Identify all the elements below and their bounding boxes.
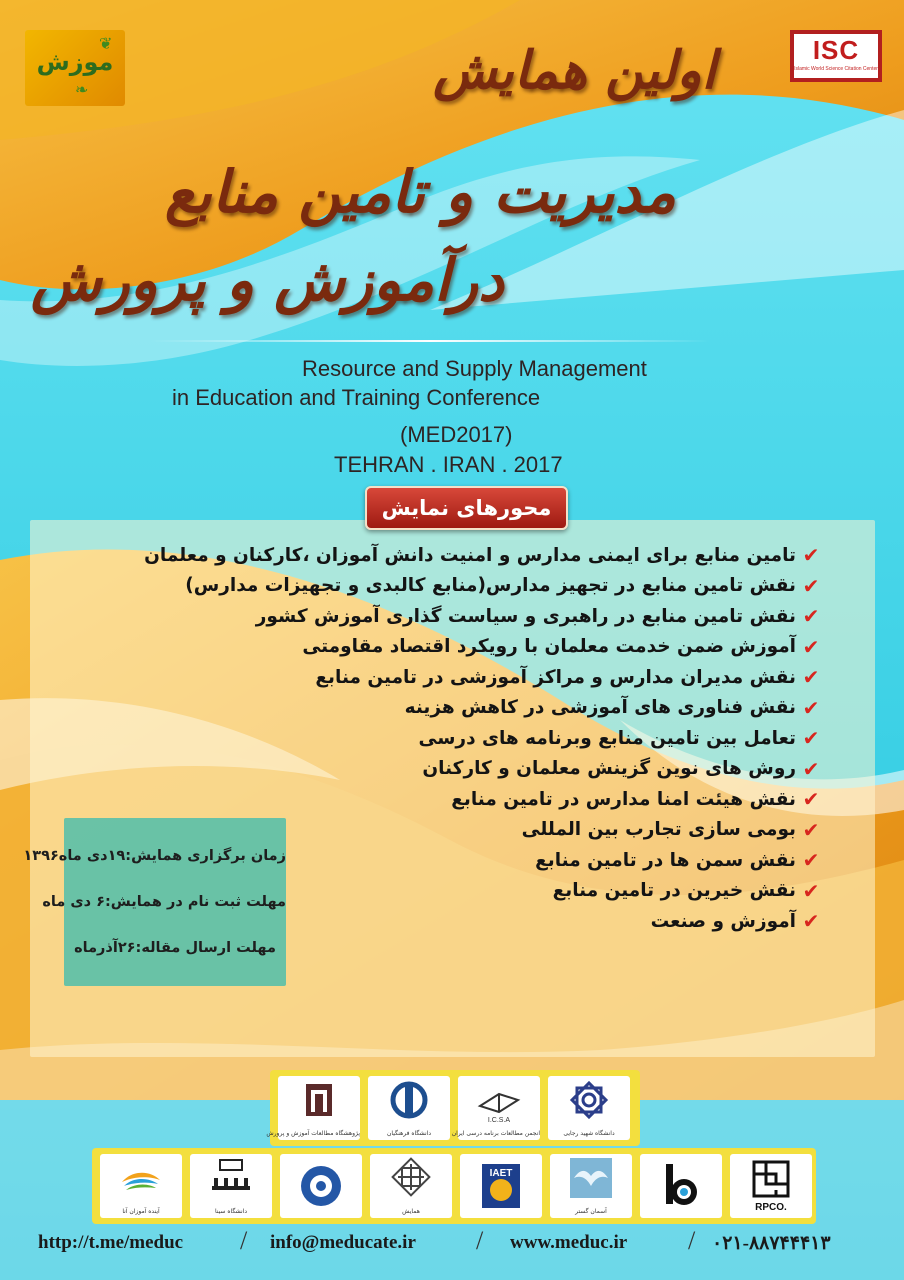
iaet-label: IAET	[489, 1168, 513, 1179]
check-icon: ✔	[802, 909, 820, 934]
topic-item	[144, 632, 820, 663]
footer-separator: /	[476, 1226, 484, 1255]
topic-text: نقش فناوری های آموزشی در کاهش هزینه	[404, 697, 796, 719]
dates-box	[23, 818, 286, 986]
sponsor-logo	[548, 1076, 630, 1140]
check-icon: ✔	[802, 665, 820, 690]
telegram-link[interactable]: http://t.me/meduc	[38, 1232, 184, 1253]
sponsor-caption: دانشگاه سینا	[214, 1208, 248, 1215]
check-icon: ✔	[802, 817, 820, 842]
conference-date: زمان برگزاری همایش:۱۹دی ماه۱۳۹۶	[23, 848, 286, 864]
topic-text: نقش مدیران مدارس و مراکز آموزشی در تامین منابع	[315, 666, 796, 688]
iaet-icon	[460, 1154, 542, 1218]
submission-deadline: مهلت ارسال مقاله:۲۶آذرماه	[74, 940, 276, 956]
check-icon: ✔	[802, 848, 820, 873]
topic-text: تامین منابع برای ایمنی مدارس و امنیت دانش آموزان ،کارکنان و معلمان	[144, 544, 796, 566]
sponsor-logo	[370, 1154, 452, 1218]
sponsor-logo	[460, 1154, 542, 1218]
ayandeh-amouzan-icon	[100, 1154, 182, 1204]
topic-text: بومی سازی تجارب بین المللی	[521, 819, 796, 841]
check-icon: ✔	[802, 573, 820, 598]
check-icon: ✔	[802, 878, 820, 903]
english-title-line-2: in Education and Training Conference	[172, 385, 541, 410]
sponsor-caption: آسمان گستر	[575, 1208, 607, 1215]
university-seal-icon	[548, 1076, 630, 1126]
b-eye-icon	[640, 1154, 722, 1218]
title-line-3: درآموزش و پرورش	[30, 246, 504, 314]
knot-icon	[370, 1154, 452, 1204]
topic-item	[144, 601, 820, 632]
check-icon: ✔	[802, 543, 820, 568]
rpco-label: RPCO.	[755, 1202, 787, 1213]
sponsor-logo	[190, 1154, 272, 1218]
check-icon: ✔	[802, 787, 820, 812]
tree-icon: ❦	[99, 34, 113, 53]
amouzesh-logo-text: موزش	[36, 48, 114, 76]
check-icon: ✔	[802, 634, 820, 659]
topic-text: آموزش و صنعت	[650, 910, 796, 932]
english-location-year: TEHRAN . IRAN . 2017	[334, 452, 563, 477]
registration-deadline: مهلت ثبت نام در همایش:۶ دی ماه	[42, 894, 286, 910]
leaf-icon: ❧	[75, 80, 89, 99]
topic-text: تعامل بین تامین منابع وبرنامه های درسی	[418, 727, 796, 749]
sina-icon	[280, 1154, 362, 1218]
footer-separator: /	[688, 1226, 696, 1255]
check-icon: ✔	[802, 756, 820, 781]
amouzesh-logo	[25, 30, 125, 106]
phone-number: ۰۲۱-۸۸۷۴۴۴۱۳	[712, 1233, 831, 1254]
sponsors-row-1	[266, 1070, 640, 1146]
isc-logo-text: ISC	[812, 35, 860, 65]
topic-text: نقش سمن ها در تامین منابع	[535, 849, 796, 871]
eagle-icon	[550, 1154, 632, 1204]
english-title-line-1: Resource and Supply Management	[302, 356, 647, 381]
topic-item	[144, 693, 820, 724]
icsa-book-icon	[458, 1076, 540, 1126]
title-divider	[150, 340, 710, 342]
topic-item	[144, 723, 820, 754]
check-icon: ✔	[802, 726, 820, 751]
farhangian-university-icon	[368, 1076, 450, 1126]
sponsor-logo	[730, 1154, 812, 1218]
rpco-icon	[730, 1154, 812, 1218]
icsa-label: I.C.S.A	[487, 1117, 511, 1124]
topic-text: روش های نوین گزینش معلمان و کارکنان	[422, 758, 796, 780]
title-line-2: مدیریت و تامین منابع	[164, 158, 676, 226]
axes-badge: محورهای نمایش	[365, 486, 568, 530]
website-link[interactable]: www.meduc.ir	[510, 1232, 628, 1253]
topic-text: نقش خیرین در تامین منابع	[552, 880, 796, 902]
isc-logo-subtitle: Islamic World Science Citation Center	[794, 66, 878, 72]
sponsor-caption: آینده آموزان آنا	[122, 1208, 160, 1215]
topic-item	[144, 784, 820, 815]
sponsor-logo	[266, 1076, 360, 1140]
sponsor-caption: انجمن مطالعات برنامه درسی ایران	[451, 1130, 540, 1137]
sponsor-logo	[451, 1076, 540, 1140]
sina-text-icon	[190, 1154, 272, 1204]
sponsor-logo	[280, 1154, 362, 1218]
title-line-1: اولین همایش	[433, 40, 716, 101]
topic-text: نقش تامین منابع در تجهیز مدارس(منابع کالبدی و تجهیزات مدارس)	[185, 575, 796, 597]
sponsor-caption: دانشگاه فرهنگیان	[386, 1130, 432, 1137]
topic-text: نقش تامین منابع در راهبری و سیاست گذاری آموزش کشور	[255, 605, 796, 627]
sponsor-caption: دانشگاه شهید رجایی	[563, 1130, 615, 1137]
topic-text: نقش هیئت امنا مدارس در تامین منابع	[451, 788, 796, 810]
check-icon: ✔	[802, 695, 820, 720]
english-conference-code: (MED2017)	[400, 422, 513, 447]
sponsor-logo	[100, 1154, 182, 1218]
education-research-institute-icon	[278, 1076, 360, 1126]
check-icon: ✔	[802, 604, 820, 629]
isc-logo	[790, 30, 882, 82]
topic-text: آموزش ضمن خدمت معلمان با رویکرد اقتصاد مقاومتی	[302, 636, 796, 658]
footer-separator: /	[240, 1226, 248, 1255]
topic-item	[144, 540, 820, 571]
topic-item	[144, 662, 820, 693]
sponsor-logo	[550, 1154, 632, 1218]
sponsors-row-2	[92, 1148, 816, 1224]
sponsor-logo	[368, 1076, 450, 1140]
email-link[interactable]: info@meducate.ir	[270, 1232, 416, 1253]
sponsor-caption: همایش	[402, 1208, 420, 1215]
topic-item	[144, 571, 820, 602]
sponsor-caption: پژوهشگاه مطالعات آموزش و پرورش	[266, 1130, 360, 1137]
topic-item	[144, 754, 820, 785]
sponsor-logo	[640, 1154, 722, 1218]
